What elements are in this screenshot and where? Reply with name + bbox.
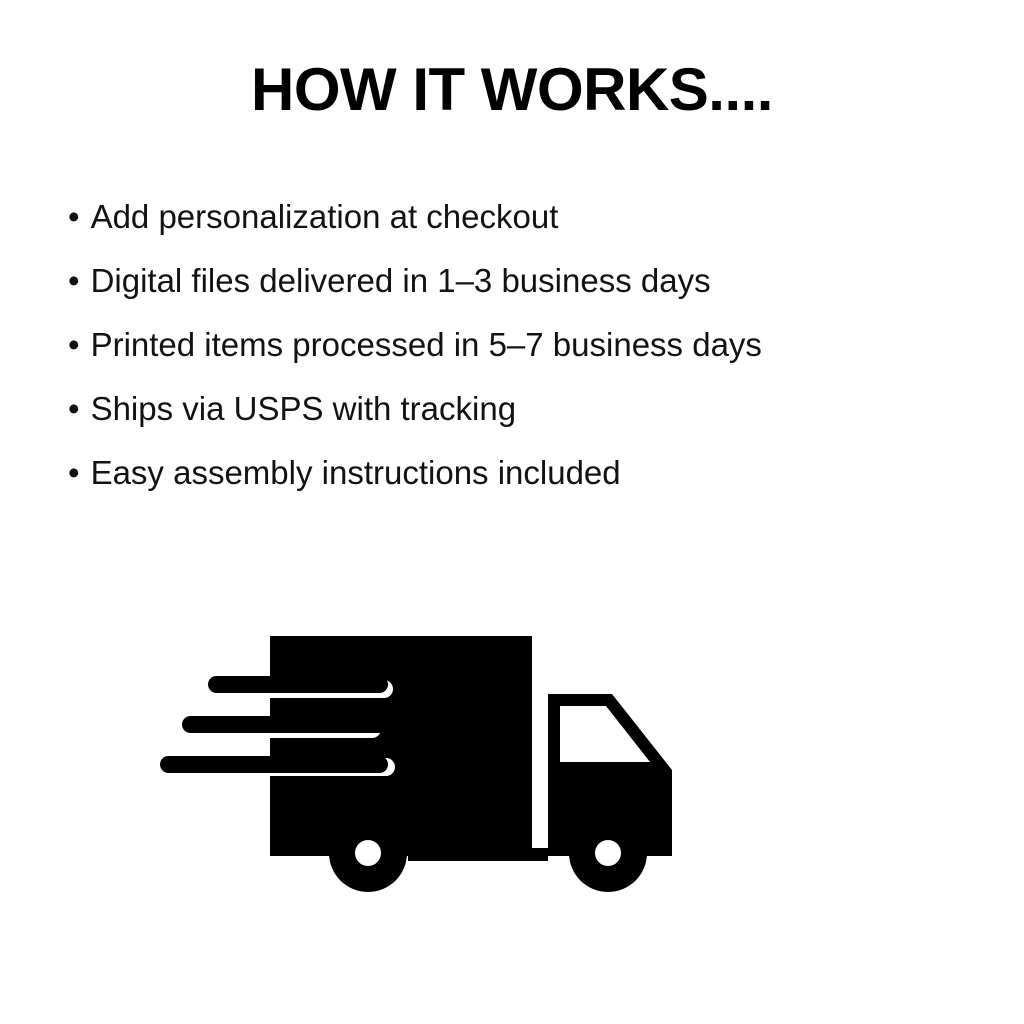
list-item-label: Add personalization at checkout <box>90 198 559 235</box>
list-item-label: Ships via USPS with tracking <box>90 390 517 427</box>
list-item-label: Printed items processed in 5–7 business days <box>90 326 762 363</box>
bullet-marker: • <box>68 454 80 491</box>
list-item <box>68 264 988 297</box>
how-it-works-list <box>68 200 988 520</box>
bullet-marker: • <box>68 262 80 299</box>
bullet-marker: • <box>68 390 80 427</box>
list-item <box>68 392 988 425</box>
page-title: HOW IT WORKS.... <box>251 56 773 123</box>
bullet-marker: • <box>68 198 80 235</box>
list-item <box>68 200 988 233</box>
list-item-label: Digital files delivered in 1–3 business days <box>90 262 711 299</box>
bullet-marker: • <box>68 326 80 363</box>
delivery-truck-graphic <box>160 620 720 920</box>
list-item <box>68 456 988 489</box>
list-item <box>68 328 988 361</box>
list-item-label: Easy assembly instructions included <box>90 454 621 491</box>
delivery-truck-icon <box>160 620 720 920</box>
